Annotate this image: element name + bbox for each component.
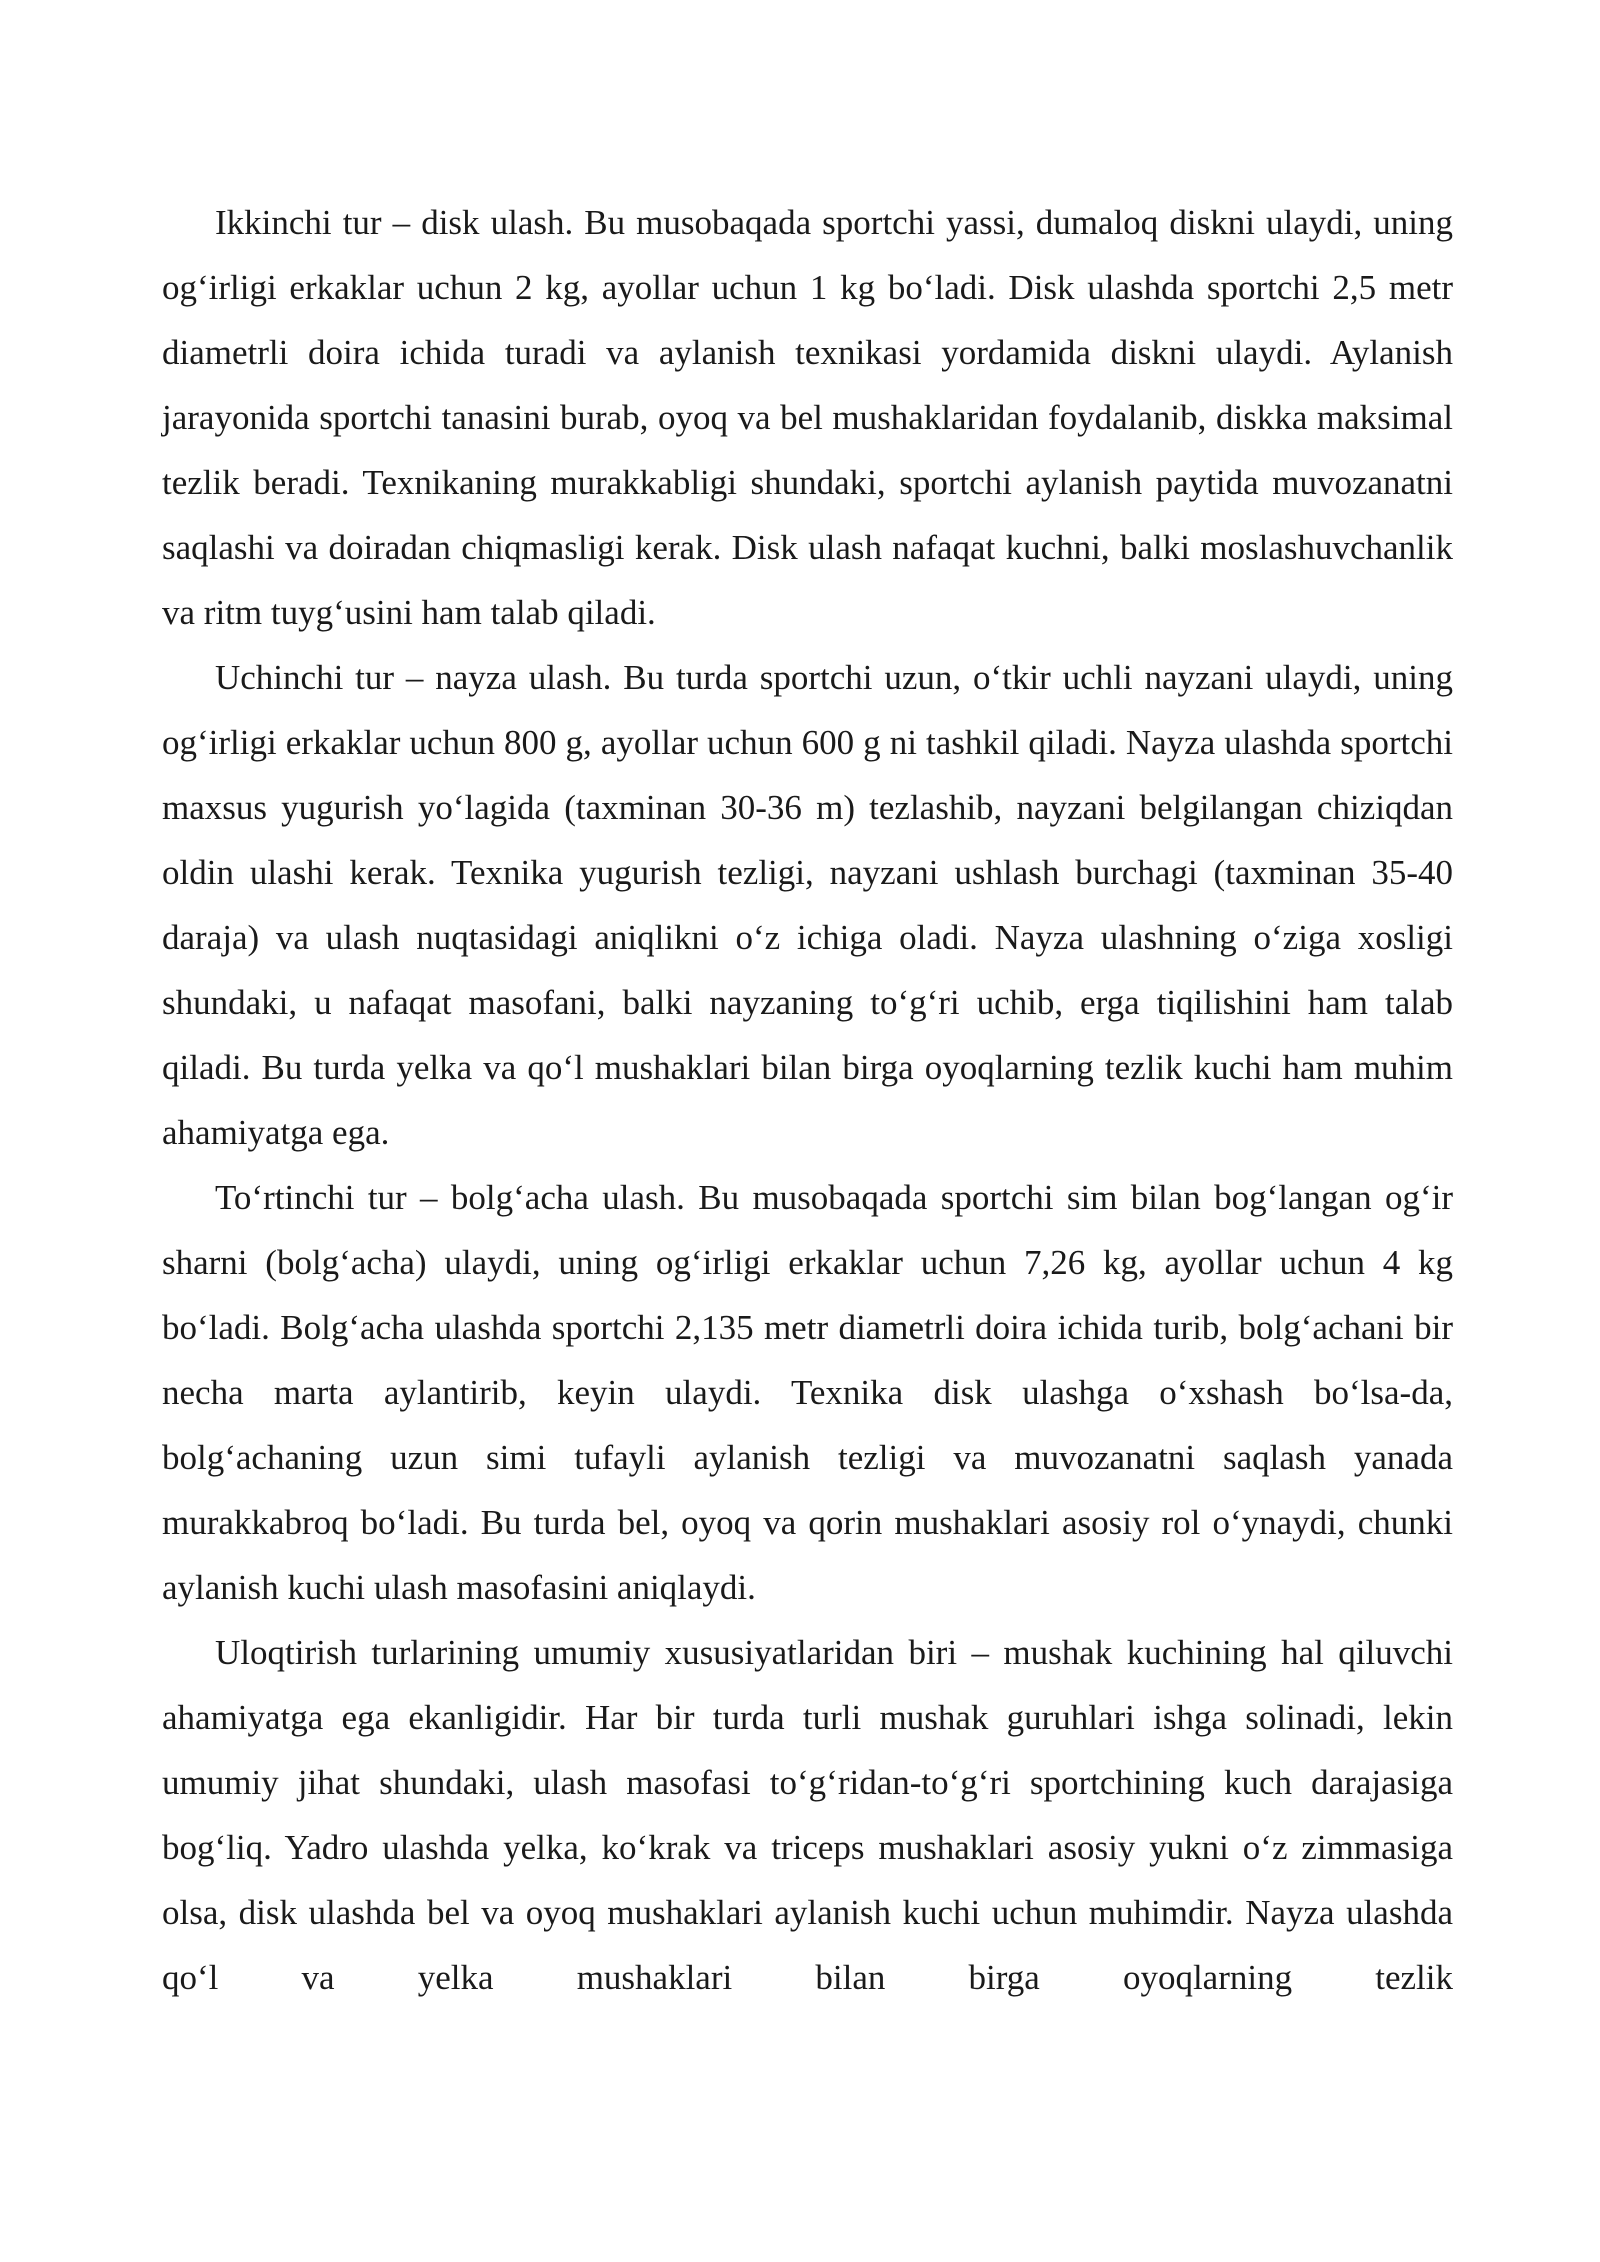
paragraph-nayza-ulash: Uchinchi tur – nayza ulash. Bu turda sportchi uzun, o‘tkir uchli nayzani ulaydi, uning og‘irligi erkaklar uchun 800 g, ayollar uchun 600 g ni tashkil qiladi. Nayza ulashda sportchi maxsus yugurish yo‘lagida (taxminan 30-36 m) tezlashib, nayzani belgilangan chiziqdan oldin ulashi kerak. Texnika yugurish tezligi, nayzani ushlash burchagi (taxminan 35-40 daraja) va ulash nuqtasidagi aniqlikni o‘z ichiga oladi. Nayza ulashning o‘ziga xosligi shundaki, u nafaqat masofani, balki nayzaning to‘g‘ri uchib, erga tiqilishini ham talab qiladi. Bu turda yelka va qo‘l mushaklari bilan birga oyoqlarning tezlik kuchi ham muhim ahamiyatga ega. [162,658,1453,1152]
paragraph-disk-ulash: Ikkinchi tur – disk ulash. Bu musobaqada sportchi yassi, dumaloq diskni ulaydi, uning og‘irligi erkaklar uchun 2 kg, ayollar uchun 1 kg bo‘ladi. Disk ulashda sportchi 2,5 metr diametrli doira ichida turadi va aylanish texnikasi yordamida diskni ulaydi. Aylanish jarayonida sportchi tanasini burab, oyoq va bel mushaklaridan foydalanib, diskka maksimal tezlik beradi. Texnikaning murakkabligi shundaki, sportchi aylanish paytida muvozanatni saqlashi va doiradan chiqmasligi kerak. Disk ulash nafaqat kuchni, balki moslashuvchanlik va ritm tuyg‘usini ham talab qiladi. [162,203,1453,632]
paragraph-umumiy-xususiyatlar: Uloqtirish turlarining umumiy xususiyatlaridan biri – mushak kuchining hal qiluvchi ahamiyatga ega ekanligidir. Har bir turda turli mushak guruhlari ishga solinadi, lekin umumiy jihat shundaki, ulash masofasi to‘g‘ridan-to‘g‘ri sportchining kuch darajasiga bog‘liq. Yadro ulashda yelka, ko‘krak va triceps mushaklari asosiy yukni o‘z zimmasiga olsa, disk ulashda bel va oyoq mushaklari aylanish kuchi uchun muhimdir. Nayza ulashda qo‘l va yelka mushaklari bilan birga oyoqlarning tezlik [162,1633,1453,1997]
paragraph-bolgacha-ulash: To‘rtinchi tur – bolg‘acha ulash. Bu musobaqada sportchi sim bilan bog‘langan og‘ir sharni (bolg‘acha) ulaydi, uning og‘irligi erkaklar uchun 7,26 kg, ayollar uchun 4 kg bo‘ladi. Bolg‘acha ulashda sportchi 2,135 metr diametrli doira ichida turib, bolg‘achani bir necha marta aylantirib, keyin ulaydi. Texnika disk ulashga o‘xshash bo‘lsa-da, bolg‘achaning uzun simi tufayli aylanish tezligi va muvozanatni saqlash yanada murakkabroq bo‘ladi. Bu turda bel, oyoq va qorin mushaklari asosiy rol o‘ynaydi, chunki aylanish kuchi ulash masofasini aniqlaydi. [162,1178,1453,1607]
document-body [162,190,1453,2010]
